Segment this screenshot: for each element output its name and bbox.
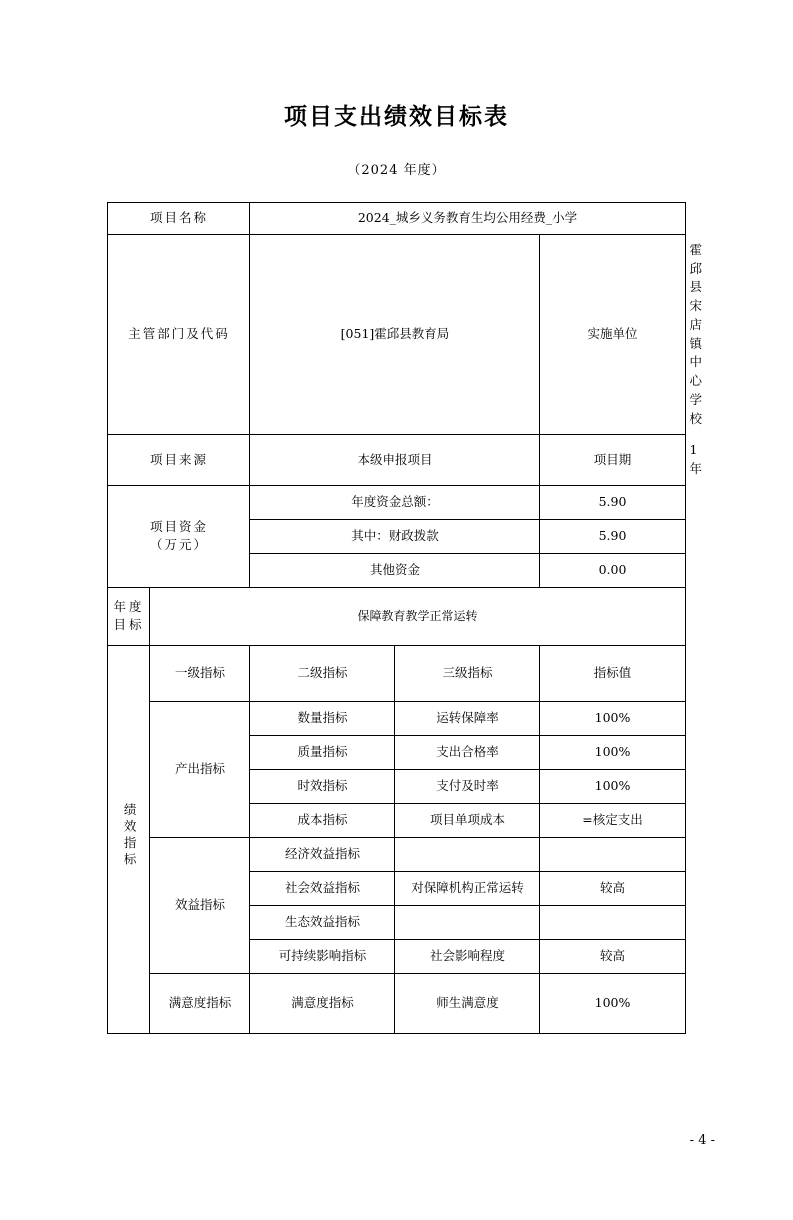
indicator-value-0-3: =核定支出 <box>540 803 685 837</box>
funds-label-line1: 项目资金 <box>149 518 208 534</box>
indicator-group-label-2: 满意度指标 <box>150 973 250 1033</box>
table-row-department: 主管部门及代码 [051]霍邱县教育局 实施单位 霍邱县宋店镇中心学校 <box>108 234 685 435</box>
indicator-group-label-1: 效益指标 <box>150 837 250 973</box>
indicator-level3-0-2: 支付及时率 <box>395 769 540 803</box>
source-label: 项目来源 <box>108 435 250 486</box>
indicator-header-level3: 三级指标 <box>395 645 540 701</box>
indicator-level3-1-0 <box>395 837 540 871</box>
indicator-header-value: 指标值 <box>540 645 685 701</box>
performance-target-table <box>107 202 703 1034</box>
indicator-level2-1-0: 经济效益指标 <box>250 837 395 871</box>
annual-goal-label-line2: 目标 <box>113 617 145 633</box>
table-row-indicator-header <box>108 645 685 701</box>
indicator-level2-1-3: 可持续影响指标 <box>250 939 395 973</box>
funds-row-name-2: 其他资金 <box>250 553 540 587</box>
indicator-level3-0-3: 项目单项成本 <box>395 803 540 837</box>
source-value: 本级申报项目 <box>250 435 540 486</box>
indicator-value-1-1: 较高 <box>540 871 685 905</box>
indicator-value-0-0: 100% <box>540 701 685 735</box>
indicator-level3-0-1: 支出合格率 <box>395 735 540 769</box>
indicator-value-0-2: 100% <box>540 769 685 803</box>
table-row-source: 项目来源 本级申报项目 项目期 1 年 <box>108 435 685 486</box>
indicator-value-0-1: 100% <box>540 735 685 769</box>
indicator-level2-0-3: 成本指标 <box>250 803 395 837</box>
project-name-value: 2024_城乡义务教育生均公用经费_小学 <box>250 203 685 235</box>
document-page <box>0 98 793 1220</box>
table-row-annual-goal <box>108 587 685 645</box>
indicator-header-level2: 二级指标 <box>250 645 395 701</box>
indicator-header-level1: 一级指标 <box>150 645 250 701</box>
department-label: 主管部门及代码 <box>108 234 250 435</box>
indicator-level3-2-0: 师生满意度 <box>395 973 540 1033</box>
indicator-value-2-0: 100% <box>540 973 685 1033</box>
indicator-value-1-3: 较高 <box>540 939 685 973</box>
indicator-level3-0-0: 运转保障率 <box>395 701 540 735</box>
page-title: 项目支出绩效目标表 <box>284 104 509 130</box>
page-number: - 4 - <box>689 1133 715 1148</box>
annual-goal-value: 保障教育教学正常运转 <box>150 587 685 645</box>
funds-row-value-0: 5.90 <box>540 485 685 519</box>
indicator-level2-0-2: 时效指标 <box>250 769 395 803</box>
indicator-level3-1-1: 对保障机构正常运转 <box>395 871 540 905</box>
page-subtitle: （2024 年度） <box>347 163 446 178</box>
indicator-level2-0-1: 质量指标 <box>250 735 395 769</box>
table-row-benefit-0 <box>108 837 685 871</box>
indicator-level3-1-3: 社会影响程度 <box>395 939 540 973</box>
performance-indicator-label <box>108 645 150 1033</box>
annual-goal-label-line1: 年度 <box>113 598 145 614</box>
performance-indicator-label-text: 绩效指标 <box>122 803 138 870</box>
table-row-funds-total <box>108 485 685 519</box>
indicator-level3-1-2 <box>395 905 540 939</box>
funds-row-name-0: 年度资金总额： <box>250 485 540 519</box>
annual-goal-label <box>108 587 150 645</box>
funds-row-value-2: 0.00 <box>540 553 685 587</box>
indicator-level2-1-2: 生态效益指标 <box>250 905 395 939</box>
funds-row-value-1: 5.90 <box>540 519 685 553</box>
table-row-satisfaction-0 <box>108 973 685 1033</box>
funds-label-line2: （万元） <box>149 537 208 553</box>
period-label: 项目期 <box>540 435 685 486</box>
indicator-group-label-0: 产出指标 <box>150 701 250 837</box>
indicator-value-1-0 <box>540 837 685 871</box>
indicator-level2-2-0: 满意度指标 <box>250 973 395 1033</box>
indicator-level2-1-1: 社会效益指标 <box>250 871 395 905</box>
funds-label <box>108 485 250 587</box>
funds-row-name-1: 其中：财政拨款 <box>250 519 540 553</box>
unit-label: 实施单位 <box>540 234 685 435</box>
indicator-value-1-2 <box>540 905 685 939</box>
table-row-output-0 <box>108 701 685 735</box>
table-row-project-name <box>108 203 685 235</box>
department-value: [051]霍邱县教育局 <box>250 234 540 435</box>
indicator-level2-0-0: 数量指标 <box>250 701 395 735</box>
project-name-label: 项目名称 <box>108 203 250 235</box>
